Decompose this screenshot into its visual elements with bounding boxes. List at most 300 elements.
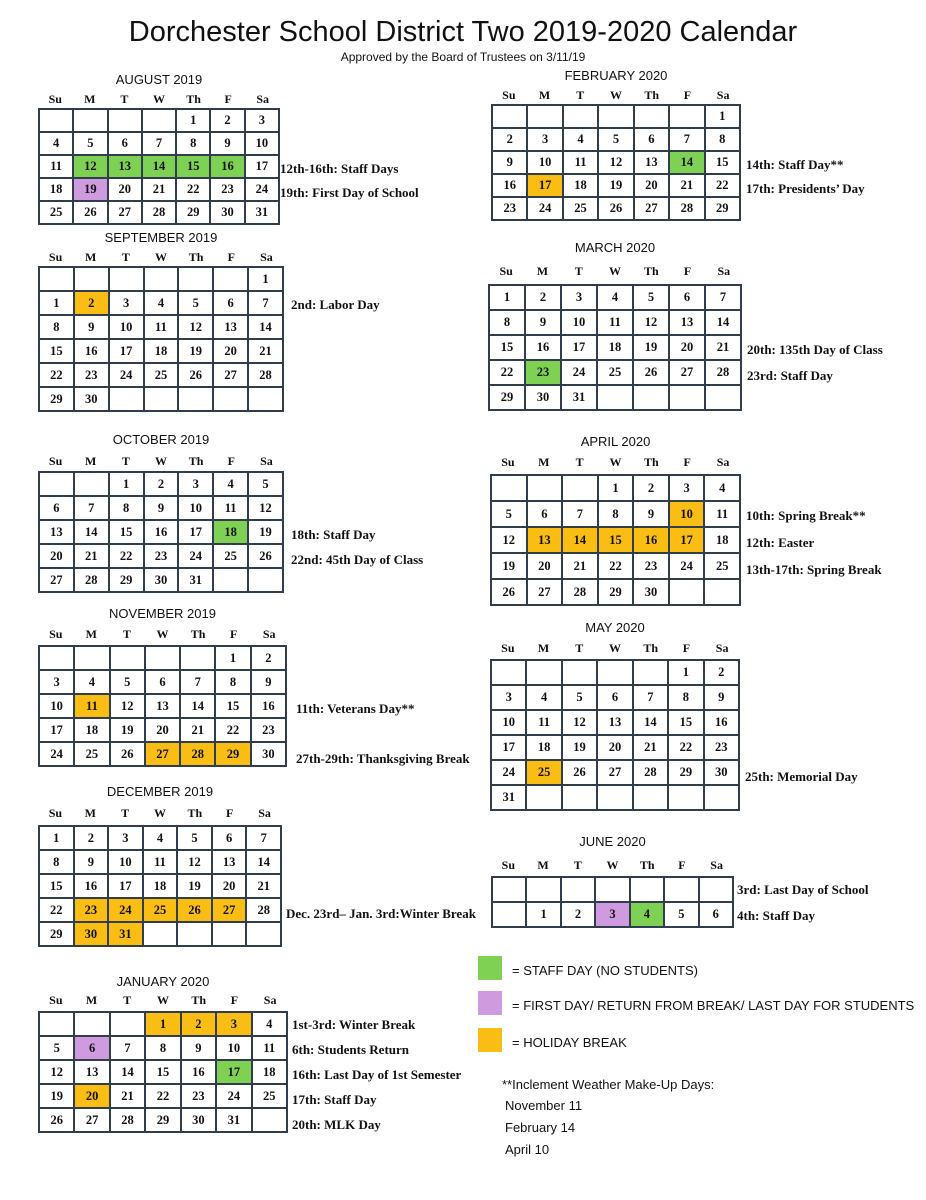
week-row [492,174,740,197]
month-title: JUNE 2020 [579,834,646,849]
week-row [39,1036,287,1060]
day-cell: 12 [633,310,669,335]
day-cell: 6 [634,128,669,151]
day-cell: 28 [248,363,283,387]
weekday-label: Su [48,92,62,106]
empty-cell [39,267,74,291]
day-cell: 29 [176,201,210,224]
weekday-label: W [154,454,167,468]
day-cell: 1 [109,472,144,496]
event-note: Dec. 23rd– Jan. 3rd:Winter Break [286,905,476,921]
day-cell: 27 [39,568,74,592]
day-cell: 4 [39,132,73,155]
legend-swatch-staff [478,956,502,980]
empty-cell [598,105,633,128]
event-note: 1st-3rd: Winter Break [292,1016,416,1032]
month-title: MARCH 2020 [574,240,656,255]
empty-cell [562,475,598,501]
weekday-label: Th [643,264,659,278]
day-cell: 7 [246,826,281,850]
day-cell: 25 [143,898,178,922]
event-note: 3rd: Last Day of School [737,882,869,897]
day-cell: 2 [633,475,669,501]
month-title: OCTOBER 2019 [112,432,210,447]
empty-cell [526,877,560,902]
empty-cell [705,385,741,410]
day-cell: 25 [704,553,740,579]
day-cell: 19 [177,874,212,898]
day-cell: 11 [39,155,73,178]
weekday-label: M [85,993,98,1007]
weekday-label: Sa [716,88,730,102]
day-cell: 18 [252,1060,287,1084]
weekday-header [38,627,287,641]
day-cell: 5 [633,285,669,310]
day-cell: 21 [669,174,704,197]
weekday-label: W [609,455,622,469]
day-cell: 8 [176,132,210,155]
day-cell: 16 [181,1060,216,1084]
day-cell: 3 [669,475,705,501]
day-cell: 16 [704,710,739,735]
day-cell: 24 [178,544,213,568]
day-cell: 19 [110,718,145,742]
weekday-header [38,92,280,106]
week-row [491,501,740,527]
week-row [39,1060,287,1084]
weekday-header [490,455,741,469]
week-row [489,335,741,360]
day-cell: 18 [526,735,561,760]
week-row [491,685,739,710]
event-note: 18th: Staff Day [291,526,376,542]
month-title: DECEMBER 2019 [106,784,214,799]
day-cell: 4 [563,128,598,151]
day-cell: 14 [142,155,176,178]
empty-cell [213,568,248,592]
day-cell: 29 [705,197,740,220]
event-note: 20th: 135th Day of Class [747,342,883,357]
empty-cell [108,109,142,132]
day-cell: 31 [491,785,526,810]
empty-cell [143,922,178,946]
day-cell: 1 [145,1012,180,1036]
week-row [39,544,283,568]
day-cell: 23 [704,735,739,760]
day-cell: 21 [142,178,176,201]
day-cell: 5 [248,472,283,496]
weekday-header [490,641,740,655]
legend-swatch-holiday [478,1028,502,1052]
event-note: 25th: Memorial Day [745,769,858,784]
day-cell: 15 [705,151,740,174]
day-cell: 29 [598,579,634,605]
day-cell: 21 [705,335,741,360]
day-cell: 10 [109,315,144,339]
day-cell: 6 [699,902,733,927]
month-grid [488,284,742,411]
day-cell: 20 [213,339,248,363]
day-cell: 16 [251,694,286,718]
week-row [39,201,279,224]
day-cell: 29 [215,742,250,766]
day-cell: 10 [669,501,705,527]
day-cell: 28 [669,197,704,220]
empty-cell [74,1012,109,1036]
day-cell: 17 [669,527,705,553]
legend-swatch-first-day [478,991,502,1015]
day-cell: 27 [213,363,248,387]
empty-cell [597,660,632,685]
weekday-label: M [85,627,97,641]
day-cell: 4 [143,826,178,850]
weekday-label: W [606,858,619,872]
day-cell: 1 [39,826,74,850]
day-cell: 13 [39,520,74,544]
day-cell: 25 [213,544,248,568]
week-row [491,579,740,605]
empty-cell [633,385,669,410]
day-cell: 6 [108,132,142,155]
week-row [39,291,283,315]
day-cell: 7 [633,685,668,710]
day-cell: 26 [39,1108,74,1132]
day-cell: 13 [527,527,563,553]
empty-cell [491,660,526,685]
week-row [491,475,740,501]
day-cell: 24 [109,363,144,387]
day-cell: 22 [176,178,210,201]
empty-cell [664,877,698,902]
empty-cell [213,387,248,411]
day-cell: 2 [210,109,244,132]
weekday-label: Su [501,641,515,655]
day-cell: 11 [252,1036,287,1060]
day-cell: 5 [491,501,527,527]
day-cell: 12 [562,710,597,735]
weekday-label: F [678,858,686,872]
week-row [492,877,733,902]
day-cell: 18 [39,178,73,201]
weekday-header [38,250,284,264]
weekday-label: Su [48,250,63,264]
weekday-label: Th [644,455,659,469]
month-grid [38,1011,288,1133]
day-cell: 9 [144,496,179,520]
day-cell: 10 [527,151,562,174]
empty-cell [563,105,598,128]
day-cell: 7 [248,291,283,315]
week-row [39,1012,287,1036]
day-cell: 8 [668,685,703,710]
day-cell: 12 [177,850,212,874]
empty-cell [562,785,597,810]
day-cell: 29 [39,387,74,411]
day-cell: 20 [597,735,632,760]
day-cell: 26 [633,360,669,385]
weekday-label: Sa [715,641,729,655]
empty-cell [110,1012,145,1036]
event-note: 10th: Spring Break** [746,507,866,523]
event-note: 6th: Students Return [292,1041,410,1057]
weekday-label: T [576,88,585,102]
day-cell: 5 [598,128,633,151]
day-cell: 18 [704,527,740,553]
month-title: APRIL 2020 [580,434,651,449]
month-title: FEBRUARY 2020 [564,68,668,83]
month-grid [38,471,284,593]
day-cell: 7 [705,285,741,310]
weekday-label: Su [48,454,63,468]
empty-cell [562,660,597,685]
weekday-label: M [537,858,549,872]
day-cell: 20 [527,553,563,579]
week-row [39,826,281,850]
day-cell: 9 [181,1036,216,1060]
empty-cell [597,785,632,810]
day-cell: 13 [669,310,705,335]
day-cell: 12 [248,496,283,520]
day-cell: 29 [39,922,74,946]
day-cell: 16 [74,339,109,363]
week-row [39,1108,287,1132]
day-cell: 13 [212,850,247,874]
day-cell: 19 [178,339,213,363]
day-cell: 3 [491,685,526,710]
day-cell: 4 [74,670,109,694]
day-cell: 13 [145,694,180,718]
day-cell: 29 [489,385,525,410]
weekday-label: F [683,455,691,469]
day-cell: 18 [563,174,598,197]
day-cell: 28 [74,568,109,592]
day-cell: 8 [145,1036,180,1060]
empty-cell [73,109,107,132]
week-row [492,197,740,220]
empty-cell [177,922,212,946]
day-cell: 15 [215,694,250,718]
day-cell: 22 [705,174,740,197]
inclement-day: April 10 [505,1142,550,1157]
day-cell: 23 [633,553,669,579]
day-cell: 3 [561,285,597,310]
day-cell: 19 [598,174,633,197]
day-cell: 3 [109,291,144,315]
day-cell: 6 [597,685,632,710]
empty-cell [212,922,247,946]
day-cell: 27 [527,579,563,605]
day-cell: 26 [178,363,213,387]
empty-cell [492,877,526,902]
month-title: SEPTEMBER 2019 [104,230,218,245]
event-note: 19th: First Day of School [280,185,419,200]
empty-cell [252,1108,287,1132]
day-cell: 20 [634,174,669,197]
day-cell: 20 [74,1084,109,1108]
day-cell: 4 [526,685,561,710]
event-note: 16th: Last Day of 1st Semester [292,1066,462,1082]
day-cell: 29 [668,760,703,785]
day-cell: 5 [73,132,107,155]
day-cell: 4 [213,472,248,496]
day-cell: 25 [526,760,561,785]
day-cell: 21 [110,1084,145,1108]
day-cell: 26 [110,742,145,766]
day-cell: 25 [74,742,109,766]
day-cell: 23 [74,898,109,922]
empty-cell [527,475,563,501]
day-cell: 2 [525,285,561,310]
day-cell: 11 [213,496,248,520]
day-cell: 19 [39,1084,74,1108]
week-row [39,646,286,670]
empty-cell [527,105,562,128]
week-row [39,132,279,155]
day-cell: 20 [39,544,74,568]
weekday-label: Sa [258,806,271,820]
day-cell: 8 [598,501,634,527]
empty-cell [213,267,248,291]
empty-cell [669,105,704,128]
day-cell: 31 [108,922,143,946]
day-cell: 13 [74,1060,109,1084]
day-cell: 12 [598,151,633,174]
empty-cell [144,387,179,411]
day-cell: 15 [668,710,703,735]
weekday-label: Sa [710,858,723,872]
day-cell: 14 [74,520,109,544]
day-cell: 1 [39,291,74,315]
month-title: AUGUST 2019 [115,72,203,87]
weekday-header [488,264,742,278]
day-cell: 3 [108,826,143,850]
week-row [39,874,281,898]
month-grid [491,104,741,221]
weekday-label: Sa [717,264,731,278]
weekday-label: Th [188,250,204,264]
inclement-day: November 11 [505,1098,583,1113]
inclement-heading: **Inclement Weather Make-Up Days: [502,1077,715,1092]
day-cell: 9 [74,850,109,874]
day-cell: 1 [248,267,283,291]
day-cell: 11 [143,850,178,874]
weekday-label: Su [48,806,63,820]
week-row [39,178,279,201]
weekday-label: T [573,858,582,872]
day-cell: 15 [489,335,525,360]
day-cell: 28 [633,760,668,785]
empty-cell [704,785,739,810]
day-cell: 23 [144,544,179,568]
day-cell: 10 [216,1036,251,1060]
day-cell: 9 [74,315,109,339]
month-grid [490,659,740,811]
day-cell: 10 [491,710,526,735]
day-cell: 21 [633,735,668,760]
weekday-label: Su [502,88,516,102]
day-cell: 3 [245,109,279,132]
event-note: 17th: Staff Day [292,1091,377,1107]
weekday-header [491,88,741,102]
day-cell: 30 [704,760,739,785]
day-cell: 13 [597,710,632,735]
day-cell: 13 [634,151,669,174]
day-cell: 5 [110,670,145,694]
inclement-day: February 14 [505,1120,576,1135]
day-cell: 12 [73,155,107,178]
day-cell: 10 [39,694,74,718]
weekday-label: F [227,250,235,264]
day-cell: 28 [246,898,281,922]
day-cell: 8 [109,496,144,520]
month-title: MAY 2020 [585,620,645,635]
week-row [39,363,283,387]
day-cell: 8 [39,850,74,874]
weekday-header [38,806,282,820]
week-row [489,310,741,335]
week-row [39,267,283,291]
weekday-label: T [121,250,130,264]
day-cell: 10 [245,132,279,155]
day-cell: 10 [178,496,213,520]
weekday-label: Th [188,454,204,468]
day-cell: 18 [74,718,109,742]
day-cell: 7 [669,128,704,151]
empty-cell [668,785,703,810]
weekday-label: Th [191,993,207,1007]
weekday-label: M [85,250,97,264]
week-row [492,105,740,128]
month-grid [38,108,280,225]
event-note: 13th-17th: Spring Break [746,561,882,577]
day-cell: 27 [145,742,180,766]
weekday-header [38,993,288,1007]
weekday-label: Sa [716,455,730,469]
weekday-label: Sa [260,250,273,264]
day-cell: 11 [563,151,598,174]
empty-cell [526,660,561,685]
day-cell: 30 [525,385,561,410]
day-cell: 16 [492,174,527,197]
empty-cell [526,785,561,810]
weekday-label: Th [639,858,655,872]
weekday-label: M [85,454,97,468]
day-cell: 2 [181,1012,216,1036]
day-cell: 31 [561,385,597,410]
day-cell: 20 [145,718,180,742]
page-title: Dorchester School District Two 2019-2020 Calendar [128,16,798,48]
day-cell: 23 [181,1084,216,1108]
event-note: 20th: MLK Day [292,1116,381,1132]
week-row [492,902,733,927]
weekday-label: Su [49,627,63,641]
day-cell: 17 [109,339,144,363]
day-cell: 28 [180,742,215,766]
day-cell: 22 [109,544,144,568]
week-row [39,339,283,363]
week-row [491,527,740,553]
month-title: NOVEMBER 2019 [109,606,216,621]
weekday-label: T [120,92,129,106]
empty-cell [597,385,633,410]
weekday-label: W [608,641,621,655]
day-cell: 5 [177,826,212,850]
day-cell: 16 [74,874,109,898]
event-note: 14th: Staff Day** [746,157,844,172]
day-cell: 29 [145,1108,180,1132]
day-cell: 26 [73,201,107,224]
week-row [39,496,283,520]
